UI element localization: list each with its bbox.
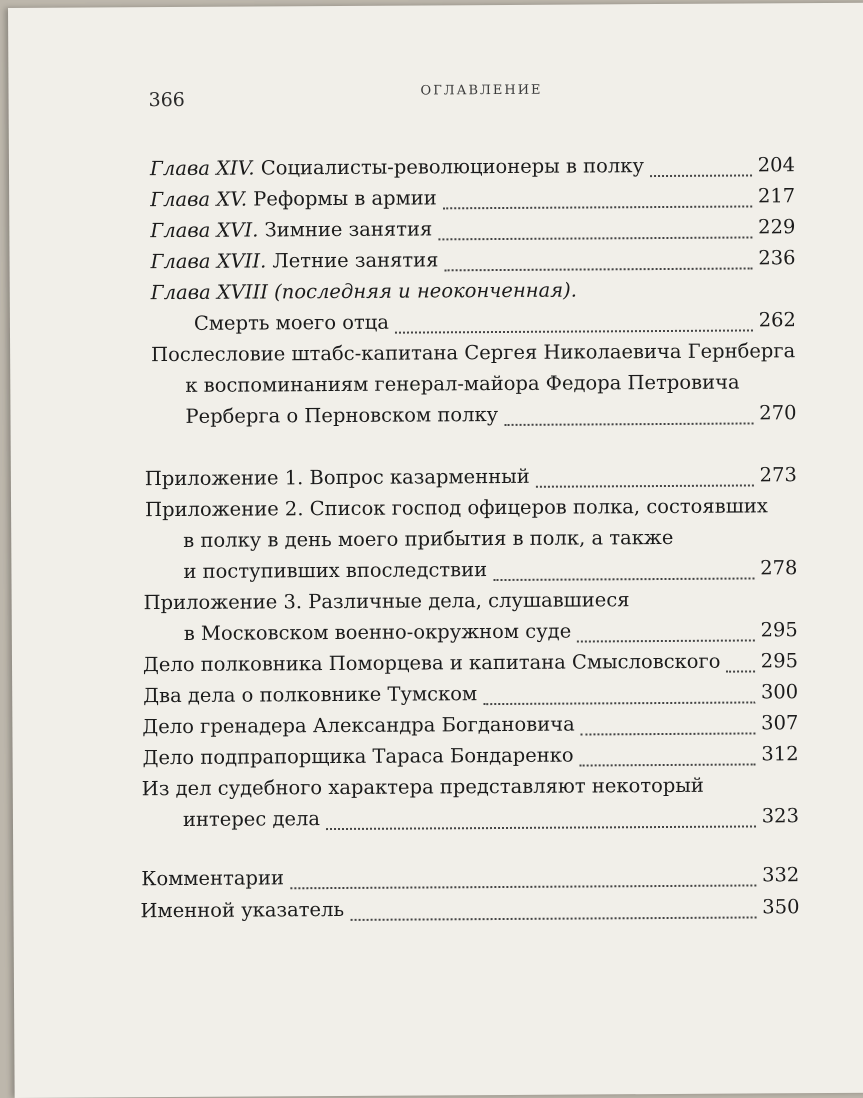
toc-entry: Приложение 1. Вопрос казарменный 273 xyxy=(144,463,797,491)
toc-entry: Дело подпрапорщика Тараса Бондаренко 312 xyxy=(142,742,799,770)
toc-entry-line: Послесловие штабс-капитана Сергея Николаевича Гернберга xyxy=(151,339,796,367)
toc-entry: Глава XV. Реформы в армии 217 xyxy=(150,184,796,212)
running-title: ОГЛАВЛЕНИЕ xyxy=(420,82,543,99)
toc-entry-line: Приложение 3. Различные дела, слушавшиеся xyxy=(143,588,630,615)
toc-entry-heading: Глава XVIII (последняя и неоконченная). xyxy=(150,278,578,305)
toc-entry: и поступивших впоследствии 278 xyxy=(183,556,798,583)
toc-entry: Глава XIV. Социалисты-революционеры в полку 204 xyxy=(149,153,796,181)
toc-entry: Два дела о полковнике Тумском 300 xyxy=(143,680,799,708)
toc-entry: Глава XVI. Зимние занятия 229 xyxy=(150,215,796,243)
book-page xyxy=(8,3,863,1098)
toc-entry: Глава XVII. Летние занятия 236 xyxy=(150,246,796,274)
toc-entry: Рерберга о Перновском полку 270 xyxy=(185,401,797,428)
toc-entry: Дело полковника Поморцева и капитана Смысловского 295 xyxy=(142,649,799,677)
toc-entry-line: Из дел судебного характера представляют некоторый xyxy=(141,773,704,801)
toc-entry: интерес дела 323 xyxy=(182,804,800,831)
toc-entry-line: к воспоминаниям генерал-майора Федора Петровича xyxy=(185,370,740,397)
toc-entry: Смерть моего отца 262 xyxy=(193,308,796,335)
toc-entry: Комментарии 332 xyxy=(141,863,800,891)
page-number: 366 xyxy=(148,88,185,112)
toc-entry: Именной указатель 350 xyxy=(140,895,800,923)
toc-entry: Дело гренадера Александра Богдановича 307 xyxy=(142,711,799,739)
toc-entry-line: Приложение 2. Список господ офицеров полка, состоявших xyxy=(144,494,768,522)
toc-entry: в Московском военно-окружном суде 295 xyxy=(183,618,798,645)
toc-entry-line: в полку в день моего прибытия в полк, а также xyxy=(183,525,674,552)
